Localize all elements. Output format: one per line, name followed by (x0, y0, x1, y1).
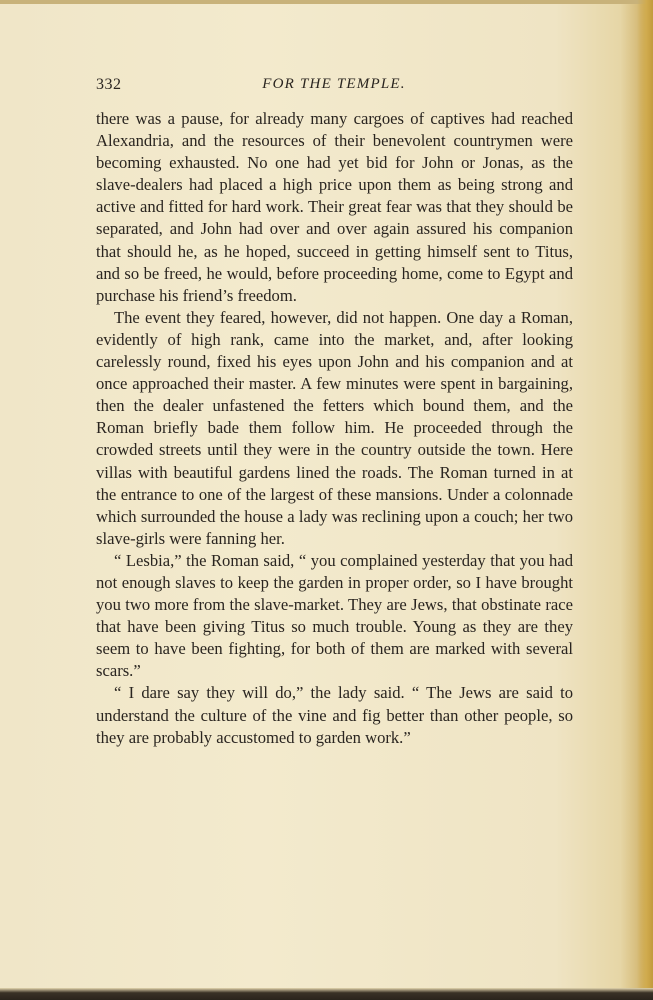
paragraph-2: The event they feared, however, did not happen. One day a Roman, evidently of high rank, came into the market, and, after looking carelessly round, fixed his eyes upon John and his companion and at once approached their master. A few minutes were spent in bargaining, then the dealer unfastened the fetters which bound them, and the Roman briefly bade them follow him. He proceeded through the crowded streets until they were in the country outside the town. Here villas with beautiful gardens lined the roads. The Roman turned in at the entrance to one of the largest of these mansions. Under a colonnade which surrounded the house a lady was reclining upon a couch; her two slave-girls were fanning her. (96, 307, 573, 548)
page-number: 332 (96, 76, 122, 93)
page-right-edge (637, 0, 653, 1000)
paragraph-4: “ I dare say they will do,” the lady said. “ The Jews are said to understand the culture of the vine and fig better than other people, so they are probably accustomed to garden work.” (96, 683, 573, 747)
body-text (96, 108, 573, 749)
page-bottom-edge (0, 988, 653, 1000)
page-top-edge (0, 0, 653, 4)
page-header (96, 76, 572, 98)
paragraph-1: there was a pause, for already many cargoes of captives had reached Alexandria, and the resources of their benevolent countrymen were becoming exhausted. No one had yet bid for John or Jonas, as the slave-dealers had placed a high price upon them as being strong and active and fitted for hard work. Their great fear was that they should be separated, and John had over and over again assured his companion that should he, as he hoped, succeed in getting himself sent to Titus, and so be freed, he would, before proceeding home, come to Egypt and purchase his friend’s freedom. (96, 109, 573, 305)
running-title: FOR THE TEMPLE. (262, 76, 406, 92)
paragraph-3: “ Lesbia,” the Roman said, “ you complained yesterday that you had not enough slaves to keep the garden in proper order, so I have brought you two more from the slave-market. They are Jews, that obstinate race that have been giving Titus so much trouble. Young as they are they seem to have been fighting, for both of them are marked with several scars.” (96, 550, 573, 681)
